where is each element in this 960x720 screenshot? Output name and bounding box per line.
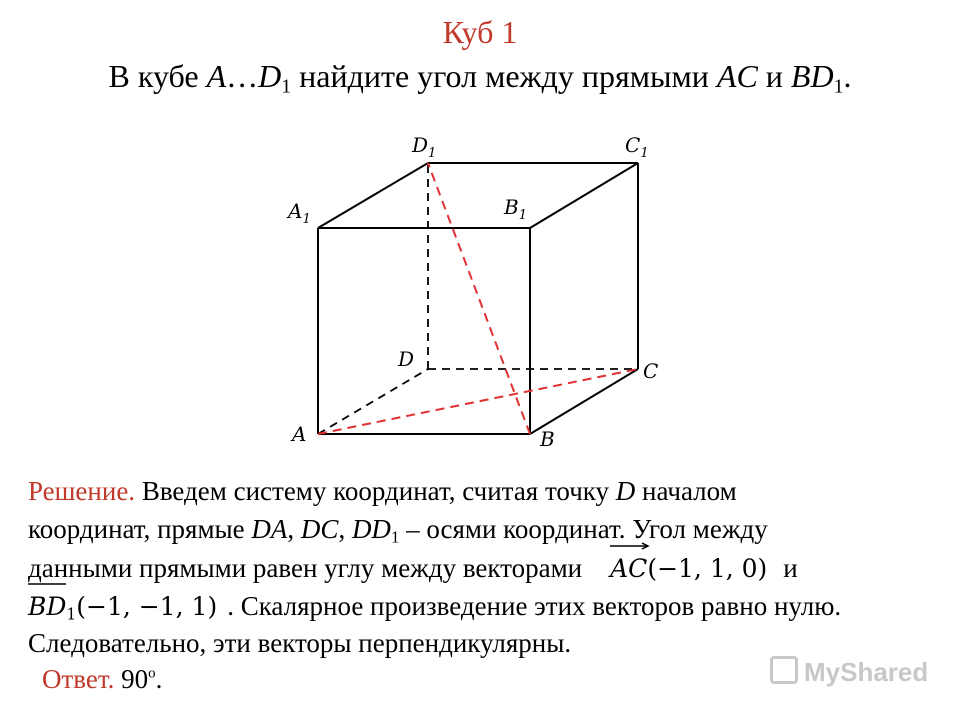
vector-ac xyxy=(610,548,767,588)
watermark-icon xyxy=(770,656,798,684)
solution-dd-sub: 1 xyxy=(390,527,400,547)
vector-bd1-coords: (−1, −1, 1) xyxy=(76,592,218,621)
solution-da: DA xyxy=(251,514,288,544)
vector-arrow-icon xyxy=(610,542,650,550)
solution-line-1 xyxy=(28,472,948,510)
vector-bd1-name: BD xyxy=(28,592,67,621)
edge-d1-a1 xyxy=(318,163,428,228)
solution-dc: DC xyxy=(300,514,339,544)
vector-ac-name: AC xyxy=(610,554,648,583)
answer-degree: o xyxy=(148,665,156,682)
vector-bd1-sub: 1 xyxy=(66,605,77,624)
task-cube-a: A xyxy=(206,58,227,94)
label-a1: $A_1$ xyxy=(288,199,311,227)
solution-label: Решение. xyxy=(28,476,136,506)
task-prefix: В кубе xyxy=(108,58,207,94)
solution-line-3 xyxy=(28,548,948,586)
solution-comma-1: , xyxy=(287,514,301,544)
answer xyxy=(42,664,162,695)
solution-l1-end: началом xyxy=(635,476,737,506)
answer-label: Ответ. xyxy=(42,664,115,694)
solution-point-d: D xyxy=(615,476,636,506)
label-c: C xyxy=(643,359,659,383)
solution-text xyxy=(28,472,948,662)
solution-l2-a: координат, прямые xyxy=(28,514,252,544)
solution-l3-and: и xyxy=(783,553,798,583)
edge-a-d-hidden xyxy=(318,369,428,434)
diagonal-ac xyxy=(318,369,638,434)
task-end: . xyxy=(843,58,852,94)
task-cube-sub: 1 xyxy=(281,75,292,98)
solution-l5: Следовательно, эти векторы перпендикулярны. xyxy=(28,628,572,658)
label-c1: $C_1$ xyxy=(625,133,649,161)
solution-l4: . Скалярное произведение этих векторов равно нулю. xyxy=(227,591,842,621)
slide-title: Куб 1 xyxy=(442,14,518,50)
solution-l2-b: – осями координат. Угол между xyxy=(399,514,768,544)
solution-line-4 xyxy=(28,586,948,624)
vector-ac-coords: (−1, 1, 0) xyxy=(647,554,768,583)
watermark-text: MyShared xyxy=(804,657,929,687)
edge-b1-c1 xyxy=(530,163,638,228)
task-and: и xyxy=(757,58,791,94)
edge-b-c xyxy=(530,369,638,434)
task-cube-d: D xyxy=(258,58,282,94)
label-d: D xyxy=(398,347,415,371)
label-b1: $B_1$ xyxy=(504,195,527,223)
vector-bd1 xyxy=(28,586,217,626)
task-line-bd-sub: 1 xyxy=(833,75,844,98)
solution-dd: DD xyxy=(351,514,391,544)
watermark-logo xyxy=(770,656,928,688)
task-dots: … xyxy=(226,58,259,94)
answer-end: . xyxy=(155,664,163,694)
task-middle: найдите угол между прямыми xyxy=(291,58,717,94)
answer-value: 90 xyxy=(114,664,149,694)
vector-arrow-icon xyxy=(28,580,68,588)
label-a: A xyxy=(292,422,307,446)
solution-l1: Введем систему координат, считая точку xyxy=(135,476,616,506)
solution-l3: данными прямыми равен углу между векторами xyxy=(28,553,583,583)
label-d1: $D_1$ xyxy=(412,133,437,161)
task-line-bd: BD xyxy=(790,58,834,94)
solution-line-2 xyxy=(28,510,948,548)
label-b: B xyxy=(540,427,555,451)
solution-comma-2: , xyxy=(338,514,352,544)
task-line-ac: AC xyxy=(716,58,758,94)
